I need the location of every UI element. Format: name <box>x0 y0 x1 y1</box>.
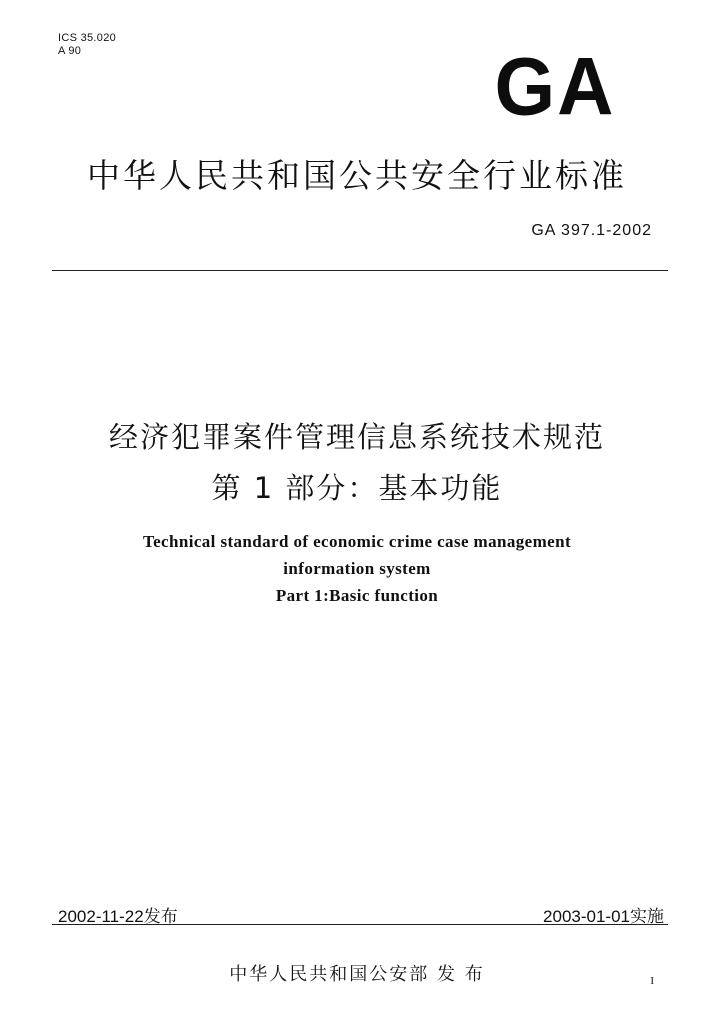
issue-date: 2002-11-22发布 <box>58 907 178 926</box>
ics-code: ICS 35.020 <box>58 32 117 44</box>
english-title-line2: information system <box>283 559 431 578</box>
standard-number: GA 397.1-2002 <box>531 222 652 239</box>
classification-codes <box>58 32 116 58</box>
issuing-authority: 中华人民共和国公安部 发 布 <box>229 964 485 985</box>
header-divider <box>52 270 668 271</box>
english-title-line1: Technical standard of economic crime case management <box>142 532 572 551</box>
footer-divider <box>52 924 668 925</box>
page-number: I <box>650 975 654 987</box>
ga-logo: GA <box>494 39 616 132</box>
ccs-code: A 90 <box>58 45 82 57</box>
english-title-line3: Part 1:Basic function <box>275 586 439 605</box>
implementation-date: 2003-01-01实施 <box>543 907 664 926</box>
chinese-title-line2: 第 1 部分：基本功能 <box>211 471 503 505</box>
standard-category-title: 中华人民共和国公共安全行业标准 <box>87 156 627 195</box>
chinese-title-line1: 经济犯罪案件管理信息系统技术规范 <box>108 420 605 454</box>
